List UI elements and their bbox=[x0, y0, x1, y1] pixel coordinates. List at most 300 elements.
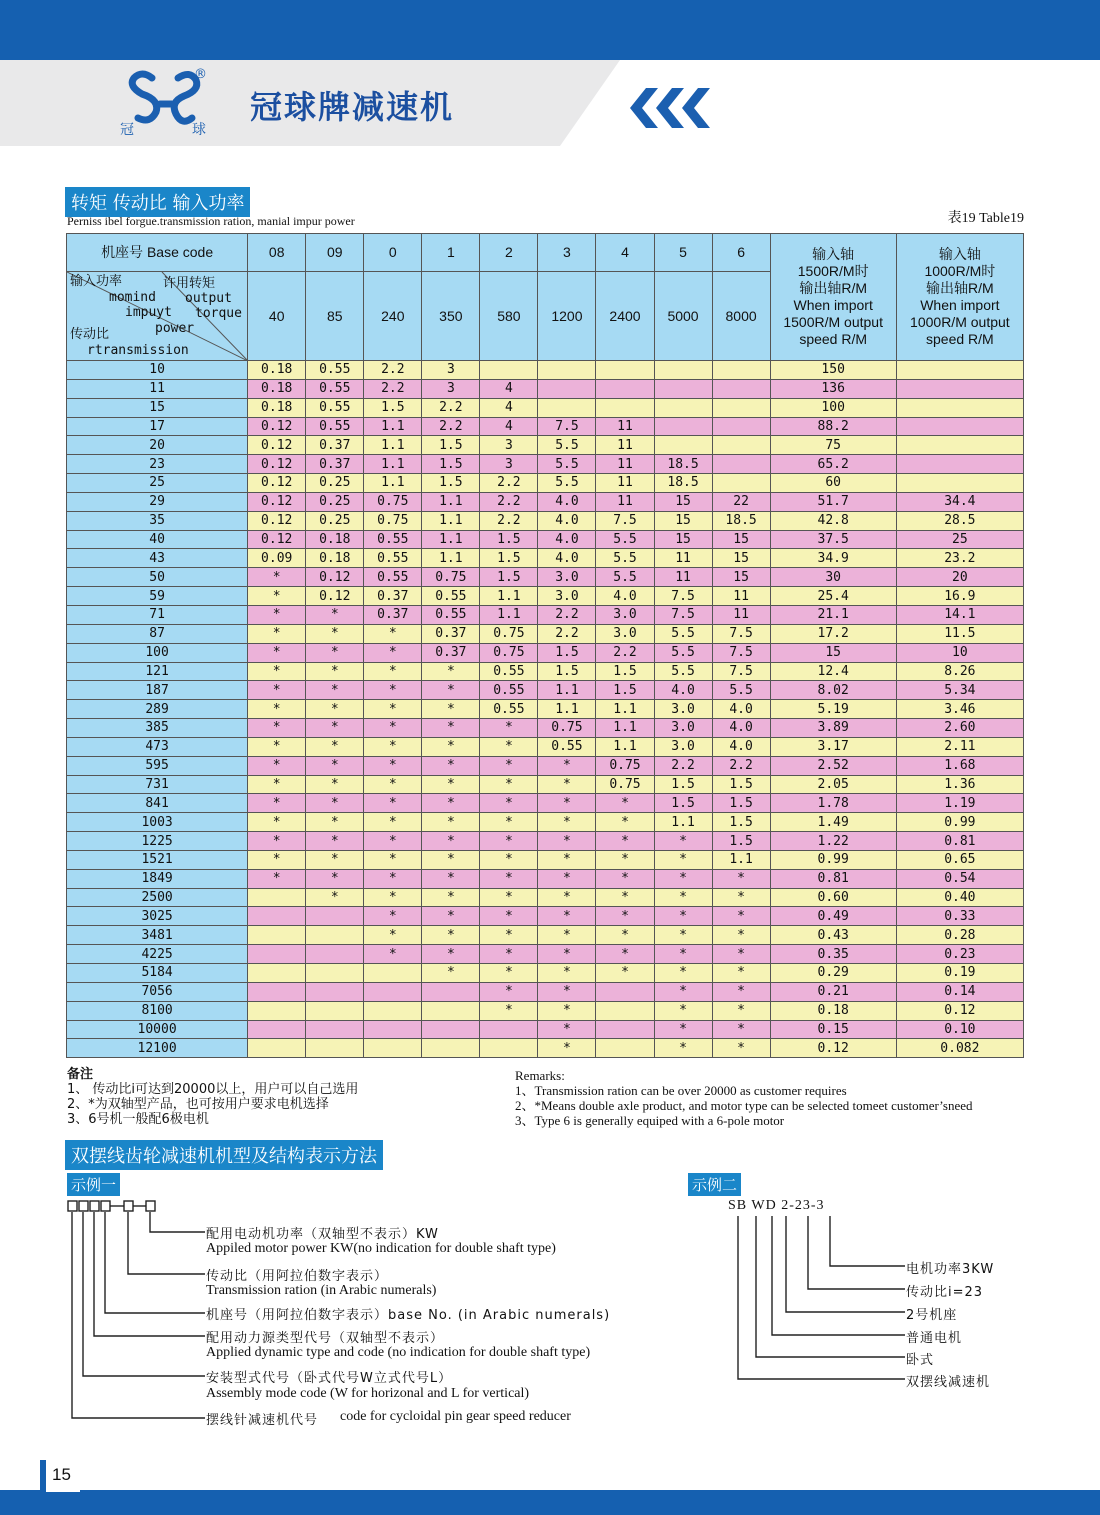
base-code-cell: 08 bbox=[248, 234, 306, 272]
speed-1000-cell: 11.5 bbox=[896, 624, 1023, 643]
ratio-cell: 20 bbox=[67, 436, 248, 455]
ratio-cell: 10000 bbox=[67, 1020, 248, 1039]
logo-right-char: 球 bbox=[192, 122, 206, 138]
table-row bbox=[67, 398, 1024, 417]
speed-1500-cell: 8.02 bbox=[770, 681, 896, 700]
speed-1500-cell: 17.2 bbox=[770, 624, 896, 643]
speed-1000-cell: 34.4 bbox=[896, 492, 1023, 511]
corner-torque-en2: torque bbox=[195, 306, 242, 321]
power-cell: 15 bbox=[712, 568, 770, 587]
speed-1500-cell: 1.78 bbox=[770, 794, 896, 813]
ex2-item: 普通电机 bbox=[906, 1331, 963, 1346]
power-cell: * bbox=[248, 775, 306, 794]
power-cell: * bbox=[248, 869, 306, 888]
power-cell: 5.5 bbox=[654, 662, 712, 681]
power-cell: 15 bbox=[712, 549, 770, 568]
power-cell: * bbox=[480, 1001, 538, 1020]
power-cell: * bbox=[248, 643, 306, 662]
power-cell: 7.5 bbox=[538, 417, 596, 436]
power-cell: * bbox=[364, 888, 422, 907]
torque-table bbox=[66, 233, 1024, 1058]
power-cell: 0.75 bbox=[480, 643, 538, 662]
brand-logo-icon bbox=[120, 64, 210, 142]
speed-1500-cell: 1.49 bbox=[770, 813, 896, 832]
ex1-item-en: Appiled motor power KW(no indication for double shaft type) bbox=[206, 1241, 556, 1256]
speed-1000-cell: 25 bbox=[896, 530, 1023, 549]
power-cell: 11 bbox=[712, 605, 770, 624]
speed-1000-cell bbox=[896, 474, 1023, 493]
ratio-cell: 43 bbox=[67, 549, 248, 568]
power-cell: 1.5 bbox=[538, 643, 596, 662]
speed-1000-en2: 1000R/M output bbox=[910, 314, 1010, 330]
speed-1500-cell: 3.17 bbox=[770, 737, 896, 756]
base-code-cell: 0 bbox=[364, 234, 422, 272]
table-row bbox=[67, 568, 1024, 587]
power-cell: * bbox=[422, 869, 480, 888]
power-cell: * bbox=[480, 775, 538, 794]
power-cell: * bbox=[248, 700, 306, 719]
ex1-item-cn: 摆线针减速机代号 bbox=[206, 1413, 319, 1428]
speed-1500-cell: 5.19 bbox=[770, 700, 896, 719]
speed-1000-cn3: 输出轴R/M bbox=[926, 280, 994, 296]
page-number: 15 bbox=[52, 1465, 71, 1484]
torque-cell: 5000 bbox=[654, 272, 712, 361]
ex1-item-en: Transmission ration (in Arabic numerals) bbox=[206, 1283, 437, 1298]
power-cell: * bbox=[364, 700, 422, 719]
table-row bbox=[67, 681, 1024, 700]
power-cell: 0.25 bbox=[306, 492, 364, 511]
power-cell: 0.12 bbox=[248, 511, 306, 530]
power-cell: 0.75 bbox=[480, 624, 538, 643]
power-cell: 1.1 bbox=[596, 700, 654, 719]
table-row bbox=[67, 888, 1024, 907]
power-cell: * bbox=[364, 756, 422, 775]
power-cell: * bbox=[596, 926, 654, 945]
power-cell: * bbox=[306, 888, 364, 907]
power-cell bbox=[364, 1020, 422, 1039]
power-cell: 3.0 bbox=[538, 568, 596, 587]
power-cell: * bbox=[306, 832, 364, 851]
power-cell: 3.0 bbox=[596, 605, 654, 624]
power-cell: 2.2 bbox=[480, 474, 538, 493]
ratio-cell: 5184 bbox=[67, 964, 248, 983]
ratio-cell: 12100 bbox=[67, 1039, 248, 1058]
power-cell bbox=[712, 455, 770, 474]
power-cell: * bbox=[422, 756, 480, 775]
power-cell: 11 bbox=[654, 568, 712, 587]
speed-1000-cell: 23.2 bbox=[896, 549, 1023, 568]
power-cell: 0.75 bbox=[596, 775, 654, 794]
power-cell: 1.5 bbox=[712, 775, 770, 794]
power-cell: * bbox=[480, 907, 538, 926]
speed-1500-cell: 0.12 bbox=[770, 1039, 896, 1058]
power-cell bbox=[422, 1020, 480, 1039]
table-row bbox=[67, 907, 1024, 926]
power-cell: 4.0 bbox=[712, 700, 770, 719]
power-cell: * bbox=[364, 775, 422, 794]
speed-1500-cell: 0.81 bbox=[770, 869, 896, 888]
speed-1000-cell: 0.33 bbox=[896, 907, 1023, 926]
power-cell: 3.0 bbox=[654, 700, 712, 719]
speed-1000-en1: When import bbox=[920, 297, 1000, 313]
speed-1500-cell: 51.7 bbox=[770, 492, 896, 511]
power-cell: 0.37 bbox=[306, 455, 364, 474]
power-cell: 5.5 bbox=[538, 474, 596, 493]
power-cell: 0.75 bbox=[538, 719, 596, 738]
power-cell: * bbox=[306, 850, 364, 869]
power-cell: * bbox=[538, 869, 596, 888]
base-code-cell: 4 bbox=[596, 234, 654, 272]
power-cell: * bbox=[480, 945, 538, 964]
power-cell: 15 bbox=[654, 511, 712, 530]
speed-1000-header bbox=[896, 234, 1023, 361]
power-cell: * bbox=[422, 775, 480, 794]
power-cell: 18.5 bbox=[654, 455, 712, 474]
speed-1000-cell: 0.14 bbox=[896, 982, 1023, 1001]
speed-1500-cell: 88.2 bbox=[770, 417, 896, 436]
ratio-cell: 841 bbox=[67, 794, 248, 813]
table-subtitle: Perniss ibel forgue.transmission ration, manial impur power bbox=[67, 214, 355, 228]
ex1-item-cn: 安装型式代号（卧式代号W立式代号L） bbox=[206, 1371, 453, 1386]
power-cell bbox=[364, 982, 422, 1001]
speed-1000-cell: 2.11 bbox=[896, 737, 1023, 756]
power-cell: 3 bbox=[480, 436, 538, 455]
table-row bbox=[67, 719, 1024, 738]
power-cell: * bbox=[248, 587, 306, 606]
power-cell: 0.55 bbox=[422, 587, 480, 606]
power-cell: 3.0 bbox=[654, 719, 712, 738]
power-cell: * bbox=[538, 945, 596, 964]
ex2-item: 卧式 bbox=[906, 1353, 935, 1368]
power-cell: 0.55 bbox=[480, 662, 538, 681]
table-row bbox=[67, 794, 1024, 813]
power-cell: 1.1 bbox=[654, 813, 712, 832]
table-row bbox=[67, 379, 1024, 398]
speed-1000-cell: 0.99 bbox=[896, 813, 1023, 832]
ex2-item: 电机功率3KW bbox=[906, 1262, 995, 1277]
power-cell: 1.5 bbox=[422, 455, 480, 474]
power-cell: 0.18 bbox=[248, 361, 306, 380]
table-row bbox=[67, 436, 1024, 455]
power-cell: * bbox=[364, 850, 422, 869]
power-cell: * bbox=[422, 794, 480, 813]
power-cell: * bbox=[306, 681, 364, 700]
ratio-cell: 10 bbox=[67, 361, 248, 380]
table-row bbox=[67, 587, 1024, 606]
power-cell: * bbox=[654, 1039, 712, 1058]
speed-1000-cell: 20 bbox=[896, 568, 1023, 587]
power-cell: 1.5 bbox=[538, 662, 596, 681]
table-row bbox=[67, 1020, 1024, 1039]
power-cell: 0.25 bbox=[306, 511, 364, 530]
power-cell: 0.25 bbox=[306, 474, 364, 493]
power-cell: 11 bbox=[712, 587, 770, 606]
power-cell: * bbox=[364, 643, 422, 662]
power-cell: 11 bbox=[596, 492, 654, 511]
power-cell bbox=[306, 926, 364, 945]
table-row bbox=[67, 737, 1024, 756]
power-cell: 11 bbox=[654, 549, 712, 568]
brand-title: 冠球牌减速机 bbox=[250, 88, 455, 126]
power-cell: 1.1 bbox=[538, 700, 596, 719]
power-cell: * bbox=[538, 964, 596, 983]
power-cell: 5.5 bbox=[654, 624, 712, 643]
remarks-en-line: 1、Transmission ration can be over 20000 as customer requires bbox=[515, 1083, 847, 1098]
power-cell bbox=[248, 1020, 306, 1039]
power-cell: 0.55 bbox=[306, 379, 364, 398]
speed-1000-cell: 14.1 bbox=[896, 605, 1023, 624]
table-row bbox=[67, 1039, 1024, 1058]
power-cell: 5.5 bbox=[596, 530, 654, 549]
power-cell: 15 bbox=[654, 530, 712, 549]
ratio-cell: 1003 bbox=[67, 813, 248, 832]
chevron-left-icon bbox=[628, 88, 728, 128]
power-cell: * bbox=[306, 643, 364, 662]
power-cell: 1.5 bbox=[480, 568, 538, 587]
speed-1000-cell: 0.12 bbox=[896, 1001, 1023, 1020]
power-cell: 1.1 bbox=[364, 436, 422, 455]
base-code-cell: 1 bbox=[422, 234, 480, 272]
speed-1000-cell: 0.40 bbox=[896, 888, 1023, 907]
power-cell: * bbox=[248, 568, 306, 587]
corner-ratio-cn: 传动比 bbox=[70, 327, 110, 342]
table-row bbox=[67, 417, 1024, 436]
table-row bbox=[67, 549, 1024, 568]
power-cell: 3 bbox=[422, 379, 480, 398]
power-cell: 2.2 bbox=[480, 492, 538, 511]
power-cell: * bbox=[248, 605, 306, 624]
power-cell: * bbox=[248, 794, 306, 813]
power-cell: 1.1 bbox=[422, 492, 480, 511]
power-cell: * bbox=[480, 850, 538, 869]
ratio-cell: 3481 bbox=[67, 926, 248, 945]
torque-cell: 1200 bbox=[538, 272, 596, 361]
speed-1000-cell: 1.19 bbox=[896, 794, 1023, 813]
power-cell: * bbox=[480, 926, 538, 945]
power-cell: 5.5 bbox=[712, 681, 770, 700]
speed-1000-cell bbox=[896, 398, 1023, 417]
remarks-en bbox=[515, 1068, 973, 1128]
speed-1500-cell: 100 bbox=[770, 398, 896, 417]
power-cell: * bbox=[596, 964, 654, 983]
torque-cell: 350 bbox=[422, 272, 480, 361]
speed-1500-cell: 0.18 bbox=[770, 1001, 896, 1020]
power-cell: * bbox=[422, 662, 480, 681]
power-cell: * bbox=[364, 926, 422, 945]
power-cell: 1.5 bbox=[654, 794, 712, 813]
power-cell: 1.1 bbox=[422, 549, 480, 568]
power-cell: 18.5 bbox=[712, 511, 770, 530]
power-cell: * bbox=[712, 869, 770, 888]
power-cell bbox=[364, 1001, 422, 1020]
power-cell: 5.5 bbox=[654, 643, 712, 662]
power-cell bbox=[306, 982, 364, 1001]
table-row bbox=[67, 700, 1024, 719]
power-cell bbox=[422, 1039, 480, 1058]
speed-1000-cell: 10 bbox=[896, 643, 1023, 662]
power-cell: * bbox=[364, 869, 422, 888]
power-cell: * bbox=[306, 756, 364, 775]
power-cell: * bbox=[596, 794, 654, 813]
power-cell: * bbox=[248, 850, 306, 869]
ratio-cell: 289 bbox=[67, 700, 248, 719]
ratio-cell: 87 bbox=[67, 624, 248, 643]
speed-1500-cell: 25.4 bbox=[770, 587, 896, 606]
speed-1500-cell: 1.22 bbox=[770, 832, 896, 851]
power-cell: * bbox=[538, 756, 596, 775]
example2-label: 示例二 bbox=[688, 1173, 741, 1196]
power-cell bbox=[538, 379, 596, 398]
speed-1000-cell: 0.23 bbox=[896, 945, 1023, 964]
power-cell: 4.0 bbox=[538, 549, 596, 568]
power-cell: * bbox=[538, 813, 596, 832]
speed-1500-cn3: 输出轴R/M bbox=[799, 280, 867, 296]
registered-mark: ® bbox=[194, 67, 207, 82]
power-cell: 2.2 bbox=[712, 756, 770, 775]
power-cell: 1.1 bbox=[364, 455, 422, 474]
power-cell: * bbox=[538, 1001, 596, 1020]
power-cell: * bbox=[538, 907, 596, 926]
ratio-cell: 187 bbox=[67, 681, 248, 700]
speed-1000-cell: 2.60 bbox=[896, 719, 1023, 738]
power-cell: 7.5 bbox=[712, 662, 770, 681]
remarks-cn-line: 2、*为双轴型产品，也可按用户要求电机选择 bbox=[67, 1097, 329, 1112]
speed-1000-cell: 1.68 bbox=[896, 756, 1023, 775]
power-cell: 1.1 bbox=[422, 511, 480, 530]
ex1-item-cn: 配用动力源类型代号（双轴型不表示） bbox=[206, 1331, 445, 1346]
power-cell: 3.0 bbox=[538, 587, 596, 606]
power-cell: * bbox=[306, 700, 364, 719]
power-cell bbox=[248, 982, 306, 1001]
speed-1500-cell: 0.60 bbox=[770, 888, 896, 907]
power-cell: * bbox=[596, 813, 654, 832]
remarks-cn-line: 3、6号机一般配6极电机 bbox=[67, 1112, 209, 1127]
power-cell: 4.0 bbox=[538, 492, 596, 511]
power-cell: 4 bbox=[480, 379, 538, 398]
torque-cell: 40 bbox=[248, 272, 306, 361]
power-cell: 1.5 bbox=[480, 549, 538, 568]
power-cell: * bbox=[654, 926, 712, 945]
speed-1500-cell: 0.21 bbox=[770, 982, 896, 1001]
ratio-cell: 15 bbox=[67, 398, 248, 417]
power-cell bbox=[248, 888, 306, 907]
power-cell: 4.0 bbox=[538, 511, 596, 530]
power-cell: * bbox=[248, 662, 306, 681]
power-cell bbox=[596, 982, 654, 1001]
power-cell: * bbox=[364, 624, 422, 643]
power-cell: * bbox=[364, 719, 422, 738]
speed-1000-cell: 28.5 bbox=[896, 511, 1023, 530]
speed-1500-cell: 2.05 bbox=[770, 775, 896, 794]
speed-1500-cell: 65.2 bbox=[770, 455, 896, 474]
speed-1000-cell: 16.9 bbox=[896, 587, 1023, 606]
power-cell bbox=[306, 907, 364, 926]
ratio-cell: 8100 bbox=[67, 1001, 248, 1020]
power-cell: * bbox=[538, 982, 596, 1001]
remarks-en-title: Remarks: bbox=[515, 1068, 565, 1083]
power-cell: 0.55 bbox=[364, 530, 422, 549]
power-cell bbox=[306, 1039, 364, 1058]
ratio-cell: 1849 bbox=[67, 869, 248, 888]
power-cell: 0.55 bbox=[364, 549, 422, 568]
power-cell: * bbox=[480, 982, 538, 1001]
power-cell bbox=[248, 945, 306, 964]
power-cell: 0.55 bbox=[306, 398, 364, 417]
ratio-cell: 385 bbox=[67, 719, 248, 738]
power-cell: 11 bbox=[596, 436, 654, 455]
speed-1000-cell: 3.46 bbox=[896, 700, 1023, 719]
power-cell: * bbox=[712, 1001, 770, 1020]
table-row bbox=[67, 361, 1024, 380]
power-cell: * bbox=[712, 907, 770, 926]
speed-1500-cell: 21.1 bbox=[770, 605, 896, 624]
power-cell: * bbox=[712, 1039, 770, 1058]
power-cell: * bbox=[480, 888, 538, 907]
corner-torque-en1: output bbox=[185, 291, 232, 306]
power-cell bbox=[422, 982, 480, 1001]
table-row bbox=[67, 756, 1024, 775]
power-cell: 4.0 bbox=[596, 587, 654, 606]
remarks-cn-title: 备注 bbox=[67, 1067, 94, 1082]
power-cell: 4 bbox=[480, 417, 538, 436]
power-cell bbox=[712, 398, 770, 417]
power-cell: * bbox=[364, 832, 422, 851]
power-cell: * bbox=[364, 737, 422, 756]
top-bar bbox=[0, 0, 1100, 60]
power-cell: * bbox=[248, 681, 306, 700]
speed-1500-cell: 12.4 bbox=[770, 662, 896, 681]
power-cell: 2.2 bbox=[364, 379, 422, 398]
power-cell: 0.18 bbox=[248, 398, 306, 417]
power-cell: 3.0 bbox=[596, 624, 654, 643]
ratio-cell: 59 bbox=[67, 587, 248, 606]
power-cell bbox=[654, 398, 712, 417]
table-row bbox=[67, 813, 1024, 832]
speed-1000-cell bbox=[896, 455, 1023, 474]
power-cell: 0.37 bbox=[364, 605, 422, 624]
ratio-cell: 473 bbox=[67, 737, 248, 756]
table-row bbox=[67, 850, 1024, 869]
power-cell: 4.0 bbox=[712, 719, 770, 738]
speed-1000-cn2: 1000R/M时 bbox=[924, 263, 996, 279]
power-cell bbox=[306, 945, 364, 964]
power-cell: 11 bbox=[596, 417, 654, 436]
power-cell bbox=[306, 1001, 364, 1020]
power-cell bbox=[248, 926, 306, 945]
power-cell: * bbox=[654, 907, 712, 926]
speed-1500-cell: 2.52 bbox=[770, 756, 896, 775]
table-row bbox=[67, 982, 1024, 1001]
base-code-cell: 3 bbox=[538, 234, 596, 272]
power-cell: 2.2 bbox=[422, 398, 480, 417]
speed-1000-cell bbox=[896, 436, 1023, 455]
power-cell: * bbox=[306, 813, 364, 832]
power-cell: 0.75 bbox=[422, 568, 480, 587]
power-cell: * bbox=[364, 907, 422, 926]
table-row bbox=[67, 964, 1024, 983]
power-cell bbox=[596, 379, 654, 398]
power-cell: * bbox=[422, 737, 480, 756]
speed-1500-cell: 0.15 bbox=[770, 1020, 896, 1039]
speed-1500-cell: 15 bbox=[770, 643, 896, 662]
table-row bbox=[67, 775, 1024, 794]
power-cell: 1.1 bbox=[480, 605, 538, 624]
power-cell: * bbox=[712, 945, 770, 964]
speed-1500-cell: 0.43 bbox=[770, 926, 896, 945]
power-cell: 0.12 bbox=[306, 568, 364, 587]
power-cell: * bbox=[596, 869, 654, 888]
table-row bbox=[67, 605, 1024, 624]
